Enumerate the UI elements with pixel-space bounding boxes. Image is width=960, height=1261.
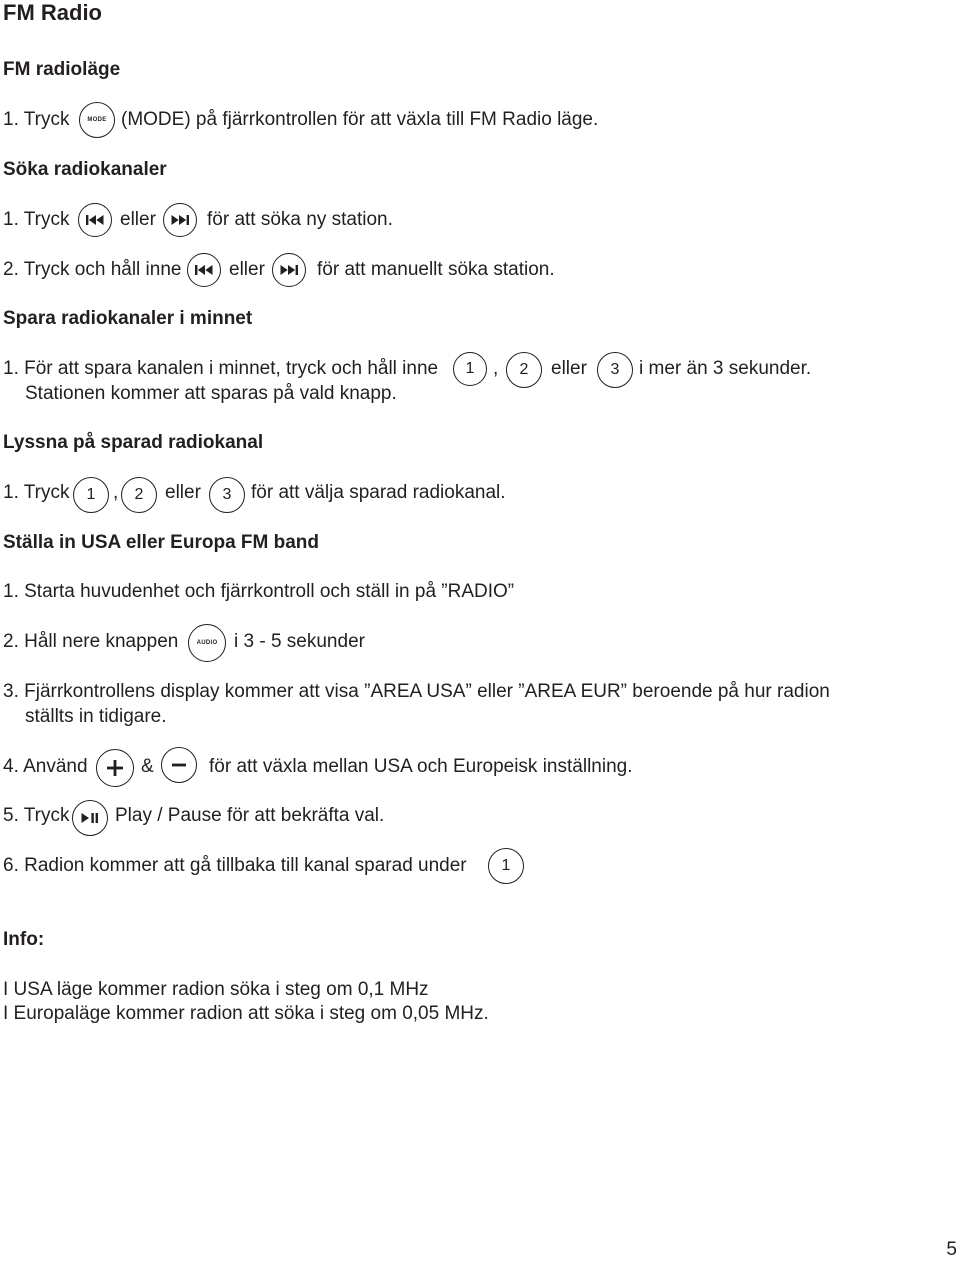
band-step2-pre: 2. Håll nere knappen: [3, 631, 179, 652]
band-step3-line1: 3. Fjärrkontrollens display kommer att visa ”AREA USA” eller ”AREA EUR” beroende på hur radion: [3, 681, 830, 702]
fm-mode-step1-pre: 1. Tryck: [3, 109, 70, 130]
plus-icon: [96, 749, 134, 787]
preset-3-label: 3: [610, 361, 620, 378]
band-step4-pre: 4. Använd: [3, 756, 88, 777]
preset-1-label: 1: [86, 486, 96, 503]
preset-1-icon: [453, 352, 487, 386]
band-step5-post: Play / Pause för att bekräfta val.: [115, 805, 385, 826]
save-step1-line2: Stationen kommer att sparas på vald knapp.: [25, 383, 397, 404]
preset-2-icon: [506, 352, 542, 388]
minus-icon: [161, 747, 197, 783]
search-step2-pre: 2. Tryck och håll inne: [3, 259, 182, 280]
search-step2-mid: eller: [229, 259, 265, 280]
preset-2-label: 2: [519, 361, 529, 378]
fm-mode-step1-post: (MODE) på fjärrkontrollen för att växla till FM Radio läge.: [121, 109, 599, 130]
skip-back-icon: [187, 253, 221, 287]
listen-step1-post: för att välja sparad radiokanal.: [251, 482, 506, 503]
search-step1-pre: 1. Tryck: [3, 209, 70, 230]
save-step1-post: i mer än 3 sekunder.: [639, 358, 812, 379]
search-step1-post: för att söka ny station.: [207, 209, 393, 230]
audio-button-label: AUDIO: [196, 640, 218, 646]
band-step4-mid: &: [141, 756, 154, 777]
skip-back-icon: [78, 203, 112, 237]
mode-button-icon: [79, 102, 115, 138]
info-line2: I Europaläge kommer radion att söka i steg om 0,05 MHz.: [3, 1003, 489, 1024]
preset-3-icon: [597, 352, 633, 388]
heading-listen: Lyssna på sparad radiokanal: [3, 432, 264, 453]
band-step4-post: för att växla mellan USA och Europeisk inställning.: [209, 756, 633, 777]
preset-1-icon: [488, 848, 524, 884]
band-step6-pre: 6. Radion kommer att gå tillbaka till kanal sparad under: [3, 855, 467, 876]
preset-1-label: 1: [501, 857, 511, 874]
heading-save: Spara radiokanaler i minnet: [3, 308, 253, 329]
page-number: 5: [946, 1239, 957, 1260]
skip-forward-icon: [163, 203, 197, 237]
save-step1-mid: eller: [551, 358, 587, 379]
listen-step1-comma: ,: [113, 482, 119, 503]
heading-search: Söka radiokanaler: [3, 159, 167, 180]
preset-1-icon: [73, 477, 109, 513]
save-step1-comma: ,: [493, 358, 499, 379]
skip-forward-icon: [272, 253, 306, 287]
preset-3-icon: [209, 477, 245, 513]
band-step2-post: i 3 - 5 sekunder: [234, 631, 365, 652]
listen-step1-mid: eller: [165, 482, 201, 503]
info-heading: Info:: [3, 929, 45, 950]
heading-band: Ställa in USA eller Europa FM band: [3, 532, 320, 553]
preset-2-label: 2: [134, 486, 144, 503]
mode-button-label: MODE: [87, 117, 107, 123]
audio-button-icon: [188, 624, 226, 662]
search-step1-mid: eller: [120, 209, 156, 230]
info-line1: I USA läge kommer radion söka i steg om 0,1 MHz: [3, 979, 429, 1000]
search-step2-post: för att manuellt söka station.: [317, 259, 555, 280]
listen-step1-pre: 1. Tryck: [3, 482, 70, 503]
preset-1-label: 1: [465, 360, 475, 377]
preset-3-label: 3: [222, 486, 232, 503]
preset-2-icon: [121, 477, 157, 513]
play-pause-icon: [72, 800, 108, 836]
page-title: FM Radio: [3, 0, 102, 25]
band-step3-line2: ställts in tidigare.: [25, 706, 167, 727]
save-step1-pre: 1. För att spara kanalen i minnet, tryck och håll inne: [3, 358, 439, 379]
band-step1: 1. Starta huvudenhet och fjärrkontroll och ställ in på ”RADIO”: [3, 581, 515, 602]
band-step5-pre: 5. Tryck: [3, 805, 70, 826]
heading-fm-mode: FM radioläge: [3, 59, 121, 80]
